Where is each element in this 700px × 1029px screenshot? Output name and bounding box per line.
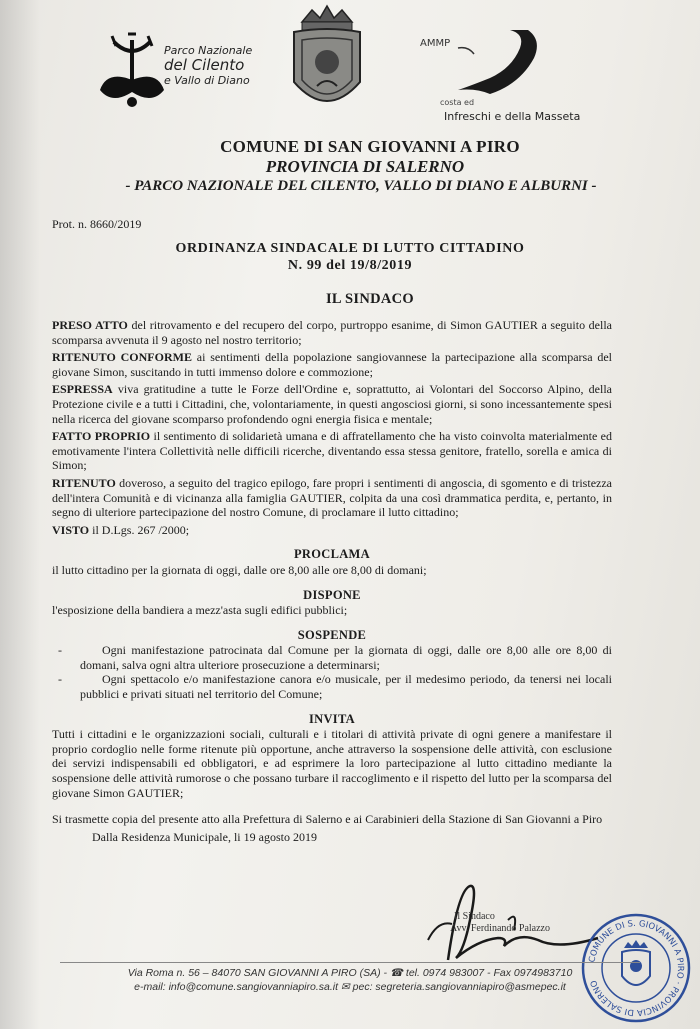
marine-area-logo [420, 28, 581, 126]
section-heading-proclama: PROCLAMA [293, 547, 370, 562]
list-item [52, 643, 612, 672]
document-header [0, 136, 700, 196]
section-heading-dispone: DISPONE [303, 587, 361, 602]
marine-logo-sub: costa ed [440, 98, 475, 107]
park-logo-text [164, 44, 252, 87]
paragraph-preso-atto [52, 318, 612, 347]
ordinance-title [0, 240, 700, 274]
signature-name: Avv. Ferdinando Palazzo [450, 923, 550, 934]
park-emblem-icon [92, 30, 172, 120]
park-line-3: e Vallo di Diano [164, 74, 250, 87]
invita-text: Tutti i cittadini e le organizzazioni sociali, culturali e i titolari di attività private di ogni genere a manifestare il proprio cordoglio nelle forme ritenute più opportune, anche attraverso la sospensione delle attività, con esclusione dei servizi indispensabili ed obbligatori, e ad esprimere la loro partecipazione al lutto cittadino mediante la sospensione delle attività rumorose o che possano turbare il raccoglimento e il rispetto del lutto per la scomparsa del giovane Simon GAUTIER; [52, 727, 612, 800]
paragraph-ritenuto-conforme [52, 350, 612, 379]
paragraph-lead: RITENUTO CONFORME [52, 350, 192, 365]
park-logo [92, 30, 262, 120]
paragraph-ritenuto [52, 476, 612, 520]
footer-rule [60, 962, 640, 963]
ordinance-body [52, 318, 612, 847]
list-item [52, 672, 612, 701]
date-line: Dalla Residenza Municipale, li 19 agosto 2019 [92, 829, 317, 844]
paragraph-text: il sentimento di solidarietà umana e di affratellamento che ha visto coinvolta materialmente ed emotivamente l'intera Collettività nelle difficili ricerche, diventando essa stessa genitore, fratello, sorella e amica di Simon; [52, 429, 612, 473]
paragraph-text: doveroso, a seguito del tragico epilogo, fare propri i sentimenti di angoscia, di sgomento e di tristezza dell'intera Comunità e di vicinanza alla famiglia GAUTIER, colpita da una così drammatica perdita, e, pertanto, in segno di ulteriore partecipazione del nostro Comune, di proclamare il lutto cittadino; [52, 475, 612, 520]
footer-contacts: e-mail: info@comune.sangiovanniapiro.sa.it ✉ pec: segreteria.sangiovanniapiro@asmepec.it [134, 981, 566, 993]
park-line-1: Parco Nazionale [164, 44, 253, 57]
marine-logo-acronym: AMMP [420, 38, 451, 49]
sospende-item: Ogni spettacolo e/o manifestazione canora e/o musicale, per il medesimo periodo, da tenersi nei locali pubblici e privati situati nel territorio del Comune; [80, 672, 612, 702]
park-name: - PARCO NAZIONALE DEL CILENTO, VALLO DI DIANO E ALBURNI - [125, 178, 597, 194]
marine-logo-name: Infreschi e della Masseta [444, 110, 581, 123]
proclama-text: il lutto cittadino per la giornata di oggi, dalle ore 8,00 alle ore 8,00 di domani; [52, 562, 427, 577]
paragraph-text: il D.Lgs. 267 /2000; [89, 522, 190, 537]
section-heading-sospende: SOSPENDE [297, 627, 367, 642]
footer-address: Via Roma n. 56 – 84070 SAN GIOVANNI A PIRO (SA) - ☎ tel. 0974 983007 - Fax 0974983710 [127, 967, 573, 979]
park-line-2: del Cilento [164, 56, 245, 74]
paragraph-visto [52, 523, 612, 538]
mayor-heading: IL SINDACO [325, 291, 414, 307]
paragraph-lead: RITENUTO [52, 475, 116, 490]
protocol-number: Prot. n. 8660/2019 [52, 217, 142, 231]
sospende-item: Ogni manifestazione patrocinata dal Comune per la giornata di oggi, dalle ore 8,00 alle ore 8,00 di domani, salva ogni altra ulteriore prosecuzione a determinarsi; [80, 643, 612, 672]
municipal-crest-icon [282, 2, 372, 120]
signature-block [450, 911, 550, 935]
dispone-text: l'esposizione della bandiera a mezz'asta sugli edifici pubblici; [52, 603, 348, 618]
coastline-icon [450, 28, 550, 108]
province-name: PROVINCIA DI SALERNO [265, 157, 465, 176]
paragraph-lead: PRESO ATTO [52, 318, 128, 332]
section-heading-invita: INVITA [308, 711, 356, 726]
document-footer [0, 962, 700, 994]
paragraph-text: del ritrovamento e del recupero del corpo, purtroppo esanime, di Simon GAUTIER a seguito della scomparsa avvenuta il 9 agosto nel nostro territorio; [52, 318, 612, 347]
transmission-note: Si trasmette copia del presente atto alla Prefettura di Salerno e ai Carabinieri della Stazione di San Giovanni a Piro [52, 812, 603, 827]
paragraph-lead: ESPRESSA [52, 382, 113, 397]
paragraph-espressa [52, 382, 612, 426]
paragraph-lead: FATTO PROPRIO [52, 429, 151, 444]
paragraph-text: ai sentimenti della popolazione sangiovannese la partecipazione alla scomparsa del giovane Simon, suscitando in tutti immenso dolore e commozione; [52, 350, 613, 379]
paragraph-lead: VISTO [52, 522, 90, 537]
stamp-text: COMUNE DI S. GIOVANNI A PIRO · PROVINCIA DI SALERNO [587, 918, 686, 1018]
paragraph-fatto-proprio [52, 429, 612, 473]
municipality-name: COMUNE DI SAN GIOVANNI A PIRO [220, 137, 520, 156]
ordinance-title-line-1: ORDINANZA SINDACALE DI LUTTO CITTADINO [175, 241, 525, 256]
paragraph-text: viva gratitudine a tutte le Forze dell'Ordine e, soprattutto, ai Volontari del Soccorso Alpino, della Protezione civile e a tutti i Cittadini, che, volontariamente, in questi angosciosi giorni, si sono incessantemente spesi nella ricerca del giovane scomparso profondendo ogni energia fisica e mentale; [52, 382, 612, 426]
signature-role: Il Sindaco [454, 911, 495, 922]
ordinance-number: N. 99 del 19/8/2019 [287, 258, 413, 273]
bullet-dash: - [58, 672, 62, 687]
bullet-dash: - [58, 643, 62, 658]
